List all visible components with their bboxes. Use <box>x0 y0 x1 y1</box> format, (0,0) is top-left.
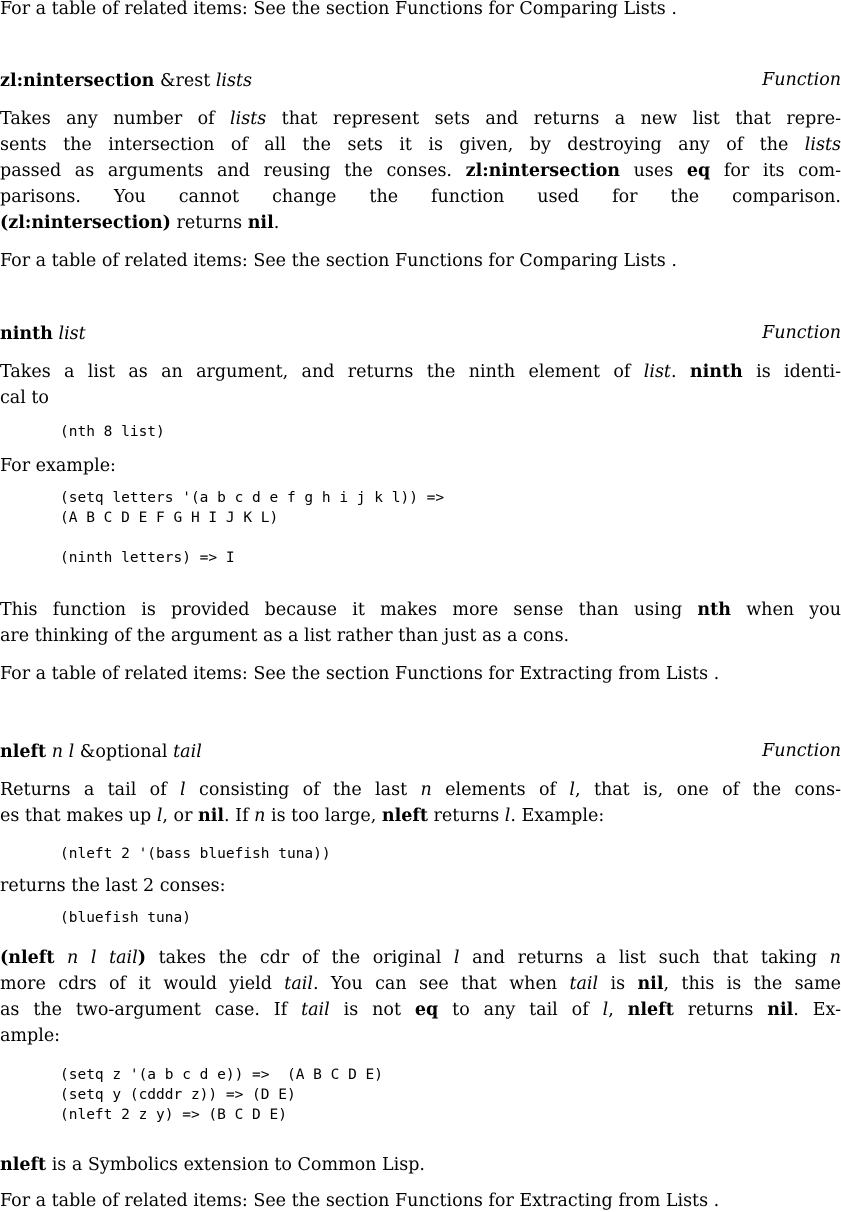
returns-label: returns the last 2 conses: <box>0 876 226 896</box>
description-line: ample: <box>0 1026 61 1046</box>
description-line: (nleft n l tail) takes the cdr of the original l and returns a list such that taking n <box>0 948 841 968</box>
description-line: more cdrs of it would yield tail. You can see that when tail is nil, this is the same <box>0 974 841 994</box>
description-line: nleft is a Symbolics extension to Common Lisp. <box>0 1155 425 1175</box>
related-section-link[interactable]: Functions for Extracting from Lists <box>394 664 709 684</box>
code-example: (bluefish tuna) <box>60 910 191 926</box>
description-line: cal to <box>0 388 49 408</box>
related-section-link[interactable]: Functions for Extracting from Lists <box>394 1191 709 1211</box>
description-line: passed as arguments and reusing the conses. zl:nintersection uses eq for its com- <box>0 161 841 181</box>
description-line: (zl:nintersection) returns nil. <box>0 213 280 233</box>
description-line: as the two-argument case. If tail is not eq to any tail of l, nleft returns nil. Ex- <box>0 1000 841 1020</box>
function-kind-label: Function <box>762 323 841 343</box>
code-example: (setq letters '(a b c d e f g h i j k l)) => (A B C D E F G H I J K L) (ninth letters) => I <box>60 490 445 566</box>
related-section-link[interactable]: Functions for Comparing Lists <box>394 0 666 19</box>
related-section-link[interactable]: Functions for Comparing Lists <box>394 251 666 271</box>
function-name: nleft <box>0 742 47 762</box>
code-example: (nleft 2 '(bass bluefish tuna)) <box>60 846 331 862</box>
function-signature <box>0 323 841 345</box>
example-label: For example: <box>0 456 116 476</box>
description-line: are thinking of the argument as a list rather than just as a cons. <box>0 626 570 646</box>
function-name: ninth <box>0 324 53 344</box>
description-line: Takes a list as an argument, and returns the ninth element of list. ninth is identi- <box>0 362 841 382</box>
function-signature <box>0 70 841 92</box>
description-line: parisons. You cannot change the function used for the comparison. <box>0 187 841 207</box>
parameter: lists <box>215 71 253 91</box>
parameter: tail <box>173 742 202 762</box>
parameter: l <box>68 742 75 762</box>
related-items-line: For a table of related items: See the section Functions for Comparing Lists . <box>0 0 677 19</box>
lambda-keyword: &rest <box>159 71 211 91</box>
description-line: sents the intersection of all the sets it is given, by destroying any of the lists <box>0 135 841 155</box>
description-line: Takes any number of lists that represent sets and returns a new list that repre- <box>0 109 841 129</box>
related-items-line: For a table of related items: See the section Functions for Extracting from Lists . <box>0 1191 720 1211</box>
description-line: es that makes up l, or nil. If n is too large, nleft returns l. Example: <box>0 806 605 826</box>
related-items-line: For a table of related items: See the section Functions for Comparing Lists . <box>0 251 677 271</box>
code-example: (setq z '(a b c d e)) => (A B C D E) (setq y (cdddr z)) => (D E) (nleft 2 z y) => (B C D E) <box>60 1067 384 1123</box>
lambda-keyword: &optional <box>79 742 168 762</box>
function-kind-label: Function <box>762 741 841 761</box>
related-items-line: For a table of related items: See the section Functions for Extracting from Lists . <box>0 664 720 684</box>
function-kind-label: Function <box>762 70 841 90</box>
description-line: This function is provided because it makes more sense than using nth when you <box>0 600 841 620</box>
function-signature <box>0 741 841 763</box>
code-example: (nth 8 list) <box>60 424 165 440</box>
parameter: n <box>51 742 63 762</box>
parameter: list <box>58 324 86 344</box>
function-name: zl:nintersection <box>0 71 155 91</box>
description-line: Returns a tail of l consisting of the last n elements of l, that is, one of the cons- <box>0 780 841 800</box>
